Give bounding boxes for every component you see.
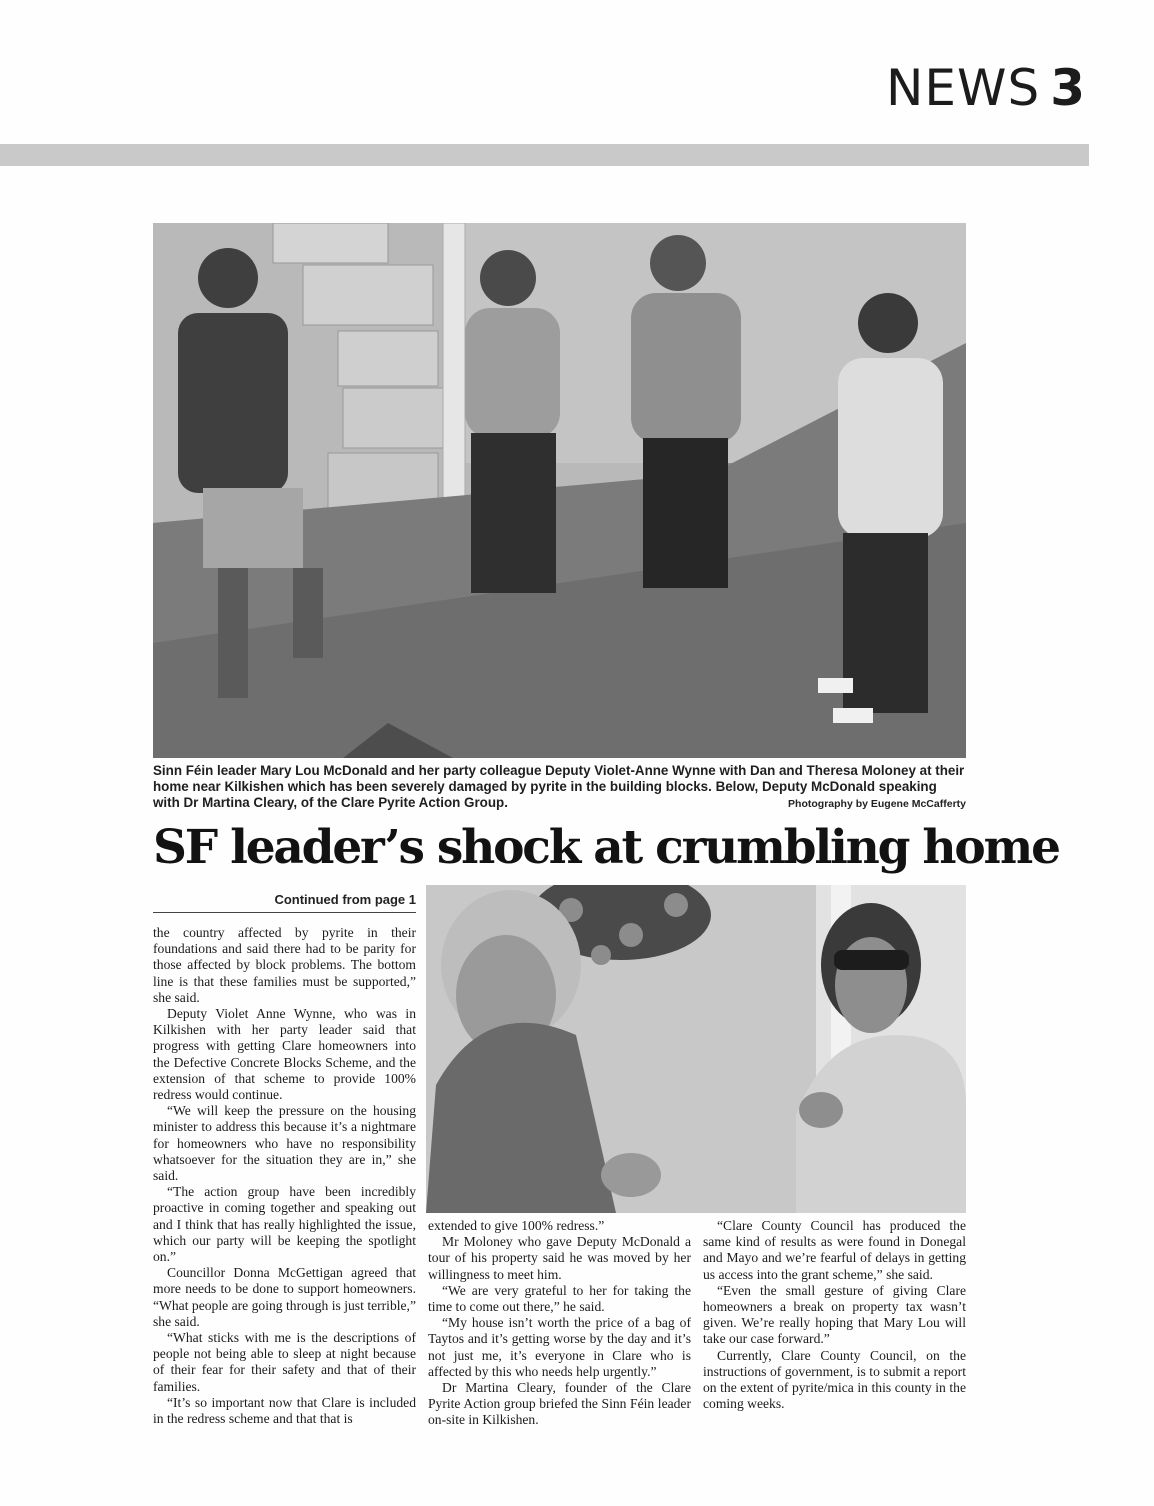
paragraph: Mr Moloney who gave Deputy McDonald a tour of his property said he was moved by her willingness to meet him. [428,1234,691,1282]
paragraph: Currently, Clare County Council, on the instructions of government, is to submit a report on the extent of pyrite/mica in this county in the coming weeks. [703,1347,966,1412]
header-rule [0,144,1089,166]
paragraph: “Even the small gesture of giving Clare homeowners a break on property tax wasn’t given. We’re really hoping that Mary Lou will take our case forward.” [703,1282,966,1347]
paragraph: “We are very grateful to her for taking the time to come out there,” he said. [428,1282,691,1315]
paragraph: “The action group have been incredibly proactive in coming together and speaking out and I think that has really highlighted the issue, which our party will be keeping the spotlight on.” [153,1184,416,1265]
page-number: 3 [1050,59,1086,117]
paragraph: Dr Martina Cleary, founder of the Clare Pyrite Action group briefed the Sinn Féin leader on-site in Kilkishen. [428,1380,691,1428]
paragraph: Councillor Donna McGettigan agreed that more needs to be done to support homeowners. “What people are going through is just terrible,” she said. [153,1265,416,1329]
photo-credit: Photography by Eugene McCafferty [788,798,966,810]
bottom-photo-illustration [426,885,966,1213]
article-column-3 [703,1218,966,1412]
paragraph: extended to give 100% redress.” [428,1218,605,1233]
headline: SF leader’s shock at crumbling home [153,820,1059,875]
paragraph: the country affected by pyrite in their foundations and said there had to be parity for those affected by block problems. The bottom line is that these families must be supported,” she said. [153,925,416,1005]
top-photo [153,223,966,758]
continued-from-label: Continued from page 1 [153,891,416,913]
article-column-2 [428,1218,691,1429]
paragraph: “We will keep the pressure on the housing minister to address this because it’s a nightmare for homeowners who have no responsibility whatsoever for the situation they are in,” she said. [153,1103,416,1184]
paragraph: “My house isn’t worth the price of a bag of Taytos and it’s getting worse by the day and it’s not just me, it’s everyone in Clare who is affected by this who needs help urgently.” [428,1315,691,1379]
paragraph: “It’s so important now that Clare is included in the redress scheme and that that is [153,1394,416,1427]
section-header [886,58,1086,118]
paragraph: “What sticks with me is the descriptions of people not being able to sleep at night because of their fear for their safety and that of their families. [153,1330,416,1394]
bottom-photo [426,885,966,1213]
paragraph: “Clare County Council has produced the same kind of results as were found in Donegal and Mayo and we’re fearful of delays in getting us access into the grant scheme,” she said. [703,1218,966,1282]
paragraph: Deputy Violet Anne Wynne, who was in Kilkishen with her party leader said that progress with getting Clare homeowners into the Defective Concrete Blocks Scheme, and the extension of that scheme to provide 100% redress would continue. [153,1006,416,1103]
article-column-1 [153,925,416,1427]
top-photo-illustration [153,223,966,758]
photo-caption: Sinn Féin leader Mary Lou McDonald and her party colleague Deputy Violet-Anne Wynne with Dan and Theresa Moloney at their home near Kilkishen which has been severely damaged by pyrite in the building blocks. Below, Deputy McDonald speaking with Dr Martina Cleary, of the Clare Pyrite Action Group. [153,763,965,810]
section-name: NEWS [886,59,1041,117]
